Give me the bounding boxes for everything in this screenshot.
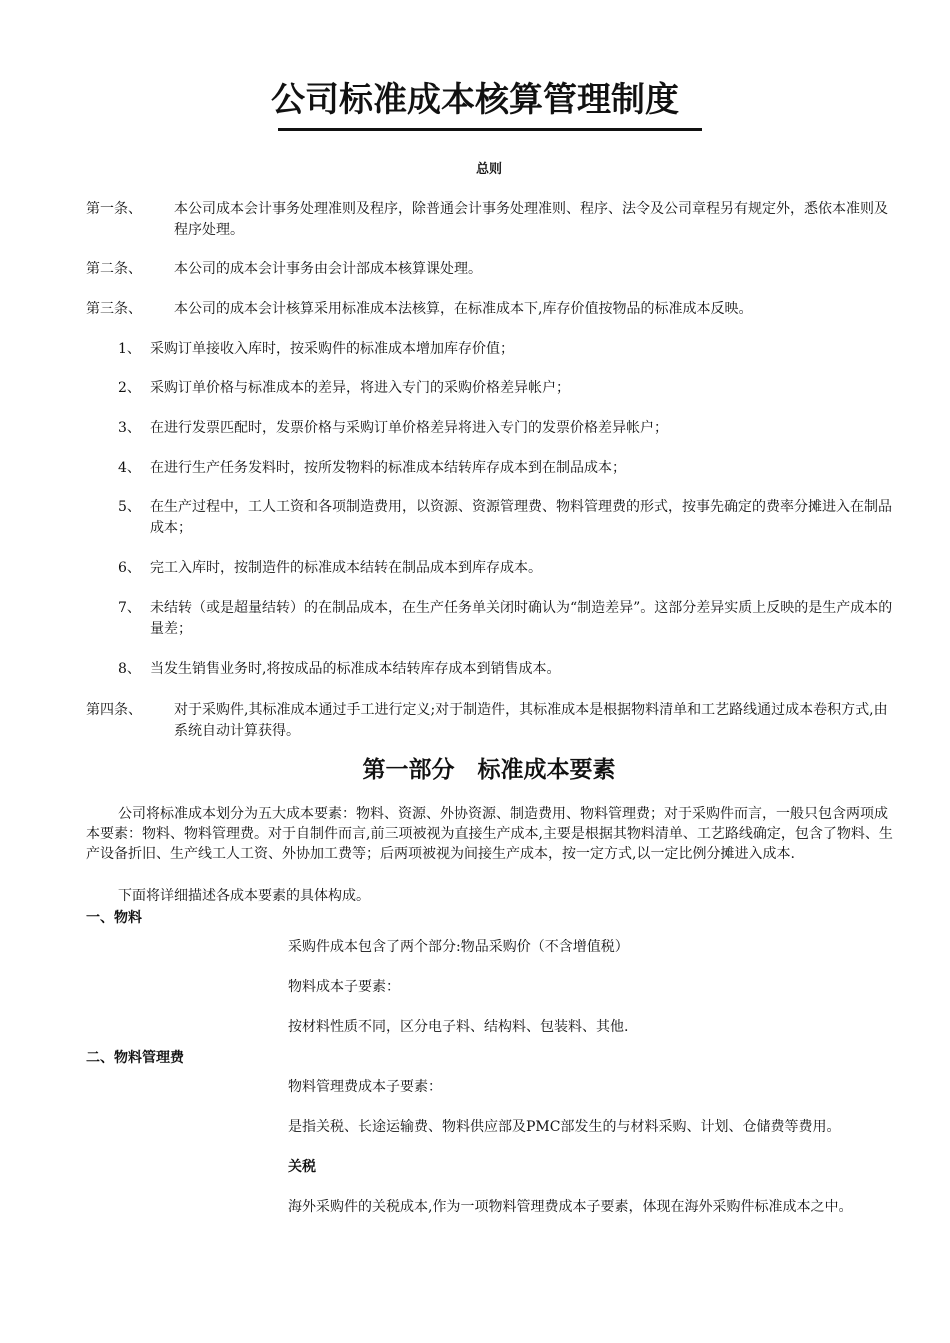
section-heading-material-overhead: 二、物料管理费 xyxy=(86,1050,184,1066)
article-text: 本公司的成本会计事务由会计部成本核算课处理。 xyxy=(174,261,482,277)
item-text: 采购订单价格与标准成本的差异，将进入专门的采购价格差异帐户； xyxy=(150,380,570,396)
item-text: 在进行生产任务发料时，按所发物料的标准成本结转库存成本到在制品成本； xyxy=(150,460,626,476)
article-2 xyxy=(86,259,898,280)
list-item xyxy=(118,659,900,680)
article-number: 第二条、 xyxy=(86,261,142,277)
article-text: 对于采购件,其标准成本通过手工进行定义;对于制造件，其标准成本是根据物料清单和工艺路线通过成本卷积方式,由系统自动计算获得。 xyxy=(174,702,888,739)
item-number: 7、 xyxy=(118,600,141,616)
section-line: 按材料性质不同，区分电子料、结构料、包装料、其他. xyxy=(288,1019,629,1035)
item-number: 5、 xyxy=(118,499,141,515)
section-line: 物料成本子要素： xyxy=(288,979,400,995)
section-line: 是指关税、长途运输费、物料供应部及PMC部发生的与材料采购、计划、仓储费等费用。 xyxy=(288,1119,841,1135)
list-item xyxy=(118,558,900,579)
item-text: 当发生销售业务时,将按成品的标准成本结转库存成本到销售成本。 xyxy=(150,661,561,677)
part-heading: 第一部分 标准成本要素 xyxy=(362,757,616,783)
item-text: 采购订单接收入库时，按采购件的标准成本增加库存价值； xyxy=(150,341,514,357)
list-item xyxy=(118,339,900,360)
article-number: 第一条、 xyxy=(86,201,142,217)
list-item xyxy=(118,458,900,479)
section-subtitle: 总则 xyxy=(475,162,502,177)
article-number: 第四条、 xyxy=(86,702,142,718)
item-text: 完工入库时，按制造件的标准成本结转在制品成本到库存成本。 xyxy=(150,560,542,576)
article-1 xyxy=(86,199,898,241)
list-item xyxy=(118,418,900,439)
list-item xyxy=(118,497,900,539)
article-text: 本公司的成本会计核算采用标准成本法核算，在标准成本下,库存价值按物品的标准成本反映。 xyxy=(174,301,753,317)
item-number: 6、 xyxy=(118,560,141,576)
list-item xyxy=(118,598,900,640)
section-line: 采购件成本包含了两个部分:物品采购价（不含增值税） xyxy=(288,939,629,955)
article-3 xyxy=(86,299,898,320)
body-paragraph: 下面将详细描述各成本要素的具体构成。 xyxy=(118,888,370,904)
item-text: 在生产过程中，工人工资和各项制造费用，以资源、资源管理费、物料管理费的形式，按事先确定的费率分摊进入在制品成本； xyxy=(150,499,892,536)
article-4 xyxy=(86,700,898,742)
title-underline xyxy=(278,128,702,131)
item-number: 3、 xyxy=(118,420,141,436)
list-item xyxy=(118,378,900,399)
item-number: 2、 xyxy=(118,380,141,396)
item-text: 未结转（或是超量结转）的在制品成本，在生产任务单关闭时确认为“制造差异”。这部分差异实质上反映的是生产成本的量差； xyxy=(150,600,893,637)
article-number: 第三条、 xyxy=(86,301,142,317)
section-line: 海外采购件的关税成本,作为一项物料管理费成本子要素，体现在海外采购件标准成本之中。 xyxy=(288,1199,853,1215)
item-number: 4、 xyxy=(118,460,141,476)
article-text: 本公司成本会计事务处理准则及程序，除普通会计事务处理准则、程序、法令及公司章程另有规定外，悉依本准则及程序处理。 xyxy=(174,201,888,238)
item-number: 8、 xyxy=(118,661,141,677)
item-number: 1、 xyxy=(118,341,141,357)
section-heading-materials: 一、物料 xyxy=(86,910,142,926)
item-text: 在进行发票匹配时，发票价格与采购订单价格差异将进入专门的发票价格差异帐户； xyxy=(150,420,668,436)
document-title: 公司标准成本核算管理制度 xyxy=(271,80,679,120)
section-line: 物料管理费成本子要素： xyxy=(288,1079,442,1095)
subsection-heading-tariff: 关税 xyxy=(288,1159,316,1175)
body-paragraph: 公司将标准成本划分为五大成本要素：物料、资源、外协资源、制造费用、物料管理费；对于采购件而言，一般只包含两项成本要素：物料、物料管理费。对于自制件而言,前三项被视为直接生产成本,主要是根据其物料清单、工艺路线确定，包含了物料、生产设备折旧、生产线工人工资、外协加工费等；后两项被视为间接生产成本，按一定方式,以一定比例分摊进入成本. xyxy=(86,806,893,862)
